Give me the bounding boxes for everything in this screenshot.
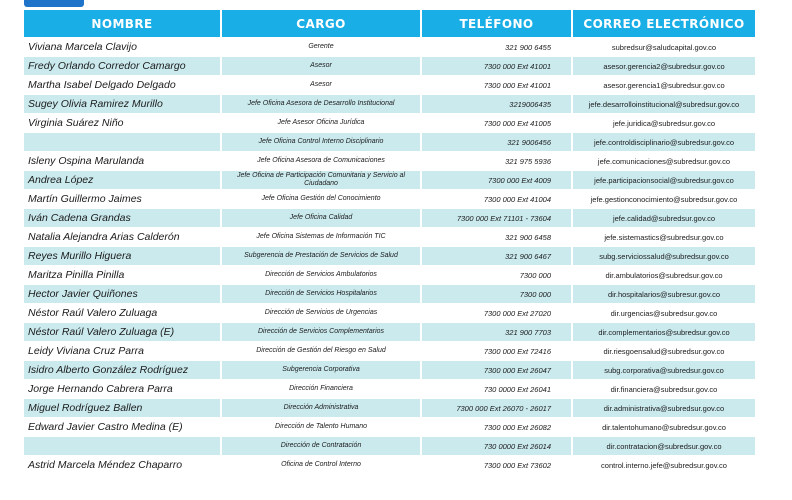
cell-correo: jefe.participacionsocial@subredsur.gov.co <box>573 171 755 189</box>
cell-telefono: 7300 000 Ext 27020 <box>422 304 571 322</box>
cell-telefono: 7300 000 Ext 41004 <box>422 190 571 208</box>
cell-correo: subg.corporativa@subredsur.gov.co <box>573 361 755 379</box>
cell-correo: jefe.calidad@subredsur.gov.co <box>573 209 755 227</box>
cell-telefono: 7300 000 Ext 71101 - 73604 <box>422 209 571 227</box>
cell-nombre: Iván Cadena Grandas <box>24 209 220 227</box>
cell-nombre: Astrid Marcela Méndez Chaparro <box>24 456 220 474</box>
cell-nombre: Jorge Hernando Cabrera Parra <box>24 380 220 398</box>
cell-nombre: Leidy Viviana Cruz Parra <box>24 342 220 360</box>
cell-cargo: Jefe Asesor Oficina Jurídica <box>222 114 420 132</box>
cell-telefono: 7300 000 <box>422 266 571 284</box>
cell-correo: dir.talentohumano@subredsur.gov.co <box>573 418 755 436</box>
cell-telefono: 7300 000 Ext 41005 <box>422 114 571 132</box>
cell-telefono: 7300 000 Ext 26082 <box>422 418 571 436</box>
cell-cargo: Jefe Oficina Asesora de Desarrollo Institucional <box>222 95 420 113</box>
cell-telefono: 7300 000 Ext 26047 <box>422 361 571 379</box>
cell-nombre: Isleny Ospina Marulanda <box>24 152 220 170</box>
cell-telefono: 321 900 6467 <box>422 247 571 265</box>
cell-nombre: Hector Javier Quiñones <box>24 285 220 303</box>
cell-telefono: 321 900 6455 <box>422 38 571 56</box>
cell-cargo: Subgerencia Corporativa <box>222 361 420 379</box>
cell-telefono: 730 0000 Ext 26041 <box>422 380 571 398</box>
cell-cargo: Gerente <box>222 38 420 56</box>
cell-correo: jefe.sistemastics@subredsur.gov.co <box>573 228 755 246</box>
cell-nombre: Martín Guillermo Jaimes <box>24 190 220 208</box>
header-cargo: CARGO <box>222 10 420 37</box>
cell-cargo: Dirección de Servicios de Urgencias <box>222 304 420 322</box>
cell-nombre: Edward Javier Castro Medina (E) <box>24 418 220 436</box>
cell-correo: jefe.desarrolloinstitucional@subredsur.gov.co <box>573 95 755 113</box>
cell-correo: control.interno.jefe@subredsur.gov.co <box>573 456 755 474</box>
cell-cargo: Asesor <box>222 76 420 94</box>
cell-telefono: 321 9006456 <box>422 133 571 151</box>
cell-cargo: Jefe Oficina Asesora de Comunicaciones <box>222 152 420 170</box>
cell-cargo: Dirección de Contratación <box>222 437 420 455</box>
cell-nombre: Isidro Alberto González Rodríguez <box>24 361 220 379</box>
cell-nombre: Fredy Orlando Corredor Camargo <box>24 57 220 75</box>
cell-nombre: Néstor Raúl Valero Zuluaga (E) <box>24 323 220 341</box>
cell-correo: dir.hospitalarios@subresur.gov.co <box>573 285 755 303</box>
cell-cargo: Jefe Oficina Sistemas de Información TIC <box>222 228 420 246</box>
cell-nombre: Natalia Alejandra Arias Calderón <box>24 228 220 246</box>
cell-cargo: Oficina de Control Interno <box>222 456 420 474</box>
cell-telefono: 7300 000 Ext 4009 <box>422 171 571 189</box>
cell-cargo: Dirección Administrativa <box>222 399 420 417</box>
cell-cargo: Dirección de Servicios Complementarios <box>222 323 420 341</box>
cell-correo: dir.administrativa@subredsur.gov.co <box>573 399 755 417</box>
cell-telefono: 730 0000 Ext 26014 <box>422 437 571 455</box>
cell-correo: asesor.gerencia2@subredsur.gov.co <box>573 57 755 75</box>
header-correo: CORREO ELECTRÓNICO <box>573 10 755 37</box>
cell-cargo: Jefe Oficina Calidad <box>222 209 420 227</box>
cell-cargo: Jefe Oficina Gestión del Conocimiento <box>222 190 420 208</box>
cell-cargo: Dirección de Servicios Ambulatorios <box>222 266 420 284</box>
cell-cargo: Subgerencia de Prestación de Servicios de Salud <box>222 247 420 265</box>
cell-nombre: Martha Isabel Delgado Delgado <box>24 76 220 94</box>
header-nombre: NOMBRE <box>24 10 220 37</box>
cell-telefono: 321 900 7703 <box>422 323 571 341</box>
cell-cargo: Jefe Oficina Control Interno Disciplinario <box>222 133 420 151</box>
cell-telefono: 7300 000 Ext 41001 <box>422 76 571 94</box>
cell-nombre: Néstor Raúl Valero Zuluaga <box>24 304 220 322</box>
cell-correo: asesor.gerencia1@subredsur.gov.co <box>573 76 755 94</box>
cell-cargo: Dirección de Talento Humano <box>222 418 420 436</box>
cell-cargo: Dirección Financiera <box>222 380 420 398</box>
cell-nombre: Virginia Suárez Niño <box>24 114 220 132</box>
cell-correo: jefe.comunicaciones@subredsur.gov.co <box>573 152 755 170</box>
cell-telefono: 3219006435 <box>422 95 571 113</box>
cell-telefono: 321 900 6458 <box>422 228 571 246</box>
cell-telefono: 321 975 5936 <box>422 152 571 170</box>
top-tab-marker <box>24 0 84 7</box>
cell-correo: jefe.controldisciplinario@subredsur.gov.co <box>573 133 755 151</box>
cell-correo: dir.riesgoensalud@subredsur.gov.co <box>573 342 755 360</box>
cell-nombre: Andrea López <box>24 171 220 189</box>
header-telefono: TELÉFONO <box>422 10 571 37</box>
cell-nombre: Sugey Olivia Ramirez Murillo <box>24 95 220 113</box>
cell-correo: dir.urgencias@subredsur.gov.co <box>573 304 755 322</box>
cell-cargo: Asesor <box>222 57 420 75</box>
cell-cargo: Dirección de Gestión del Riesgo en Salud <box>222 342 420 360</box>
cell-telefono: 7300 000 <box>422 285 571 303</box>
cell-correo: dir.complementarios@subredsur.gov.co <box>573 323 755 341</box>
cell-correo: dir.ambulatorios@subredsur.gov.co <box>573 266 755 284</box>
directory-table <box>24 10 755 474</box>
cell-correo: jefe.gestionconocimiento@subredsur.gov.co <box>573 190 755 208</box>
cell-cargo: Jefe Oficina de Participación Comunitaria y Servicio al Ciudadano <box>222 171 420 189</box>
cell-correo: subredsur@saludcapital.gov.co <box>573 38 755 56</box>
cell-telefono: 7300 000 Ext 72416 <box>422 342 571 360</box>
cell-telefono: 7300 000 Ext 73602 <box>422 456 571 474</box>
cell-nombre <box>24 133 220 151</box>
cell-correo: jefe.juridica@subredsur.gov.co <box>573 114 755 132</box>
cell-nombre <box>24 437 220 455</box>
cell-nombre: Viviana Marcela Clavijo <box>24 38 220 56</box>
cell-telefono: 7300 000 Ext 26070 - 26017 <box>422 399 571 417</box>
cell-cargo: Dirección de Servicios Hospitalarios <box>222 285 420 303</box>
cell-telefono: 7300 000 Ext 41001 <box>422 57 571 75</box>
cell-nombre: Reyes Murillo Higuera <box>24 247 220 265</box>
cell-correo: dir.financiera@subredsur.gov.co <box>573 380 755 398</box>
cell-correo: subg.serviciossalud@subredsur.gov.co <box>573 247 755 265</box>
cell-nombre: Miguel Rodríguez Ballen <box>24 399 220 417</box>
cell-nombre: Maritza Pinilla Pinilla <box>24 266 220 284</box>
cell-correo: dir.contratacion@subredsur.gov.co <box>573 437 755 455</box>
